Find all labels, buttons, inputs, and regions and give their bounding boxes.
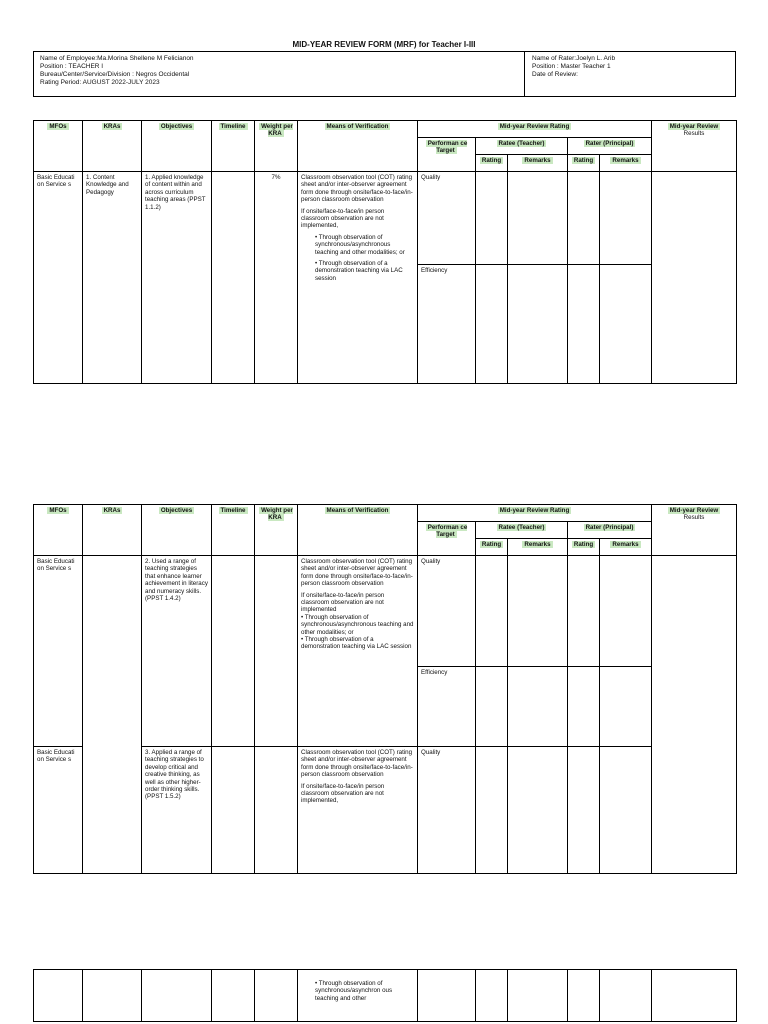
header-myrr: Mid-year Review Rating [418,121,652,138]
row4-weight [255,970,298,1022]
employee-position: Position : TEACHER I [40,63,104,70]
header-ratee: Ratee (Teacher) [476,138,568,155]
row4-kra [83,970,142,1022]
row3-q-rater-remarks[interactable] [600,747,652,874]
header-perf-target: Performan ce Target [418,138,476,172]
row1-mov-1: Classroom observation tool (COT) rating sheet and/or inter-observer agreement form done through onsite/face-to-face/in-person classroom observation [301,174,413,204]
review-table-3 [33,969,737,1022]
row3-q-ratee-rating[interactable] [476,747,508,874]
row1-q-ratee-remarks[interactable] [508,172,568,265]
row3-q-rater-rating[interactable] [568,747,600,874]
rating-period: Rating Period: AUGUST 2022-JULY 2023 [40,79,160,86]
row2-quality: Quality [418,556,476,667]
row2-objective: 2. Used a range of teaching strategies that enhance learner achievement in literacy and numeracy skills. (PPST 1.4.2) [142,556,212,747]
row4-objective [142,970,212,1022]
row2-results[interactable] [652,556,737,874]
row4-timeline [212,970,255,1022]
t2-header-rater: Rater (Principal) [568,522,652,539]
row1-efficiency: Efficiency [418,265,476,384]
header-ratee-remarks: Remarks [508,155,568,172]
row2-q-rater-remarks[interactable] [600,556,652,667]
rater-name: Name of Rater:Joelyn L. Arib [532,55,616,62]
row2-efficiency: Efficiency [418,667,476,747]
row4-ratee-remarks[interactable] [508,970,568,1022]
row1-q-ratee-rating[interactable] [476,172,508,265]
header-kras: KRAs [83,121,142,172]
t2-header-objectives: Objectives [142,505,212,556]
row4-ratee-rating[interactable] [476,970,508,1022]
row1-kra: 1. Content Knowledge and Pedagogy [83,172,142,384]
row1-quality: Quality [418,172,476,265]
row2-kra [83,556,142,874]
employee-bureau: Bureau/Center/Service/Division : Negros Occidental [40,71,190,78]
row2-q-rater-rating[interactable] [568,556,600,667]
row4-rater-rating[interactable] [568,970,600,1022]
row1-mov [298,172,418,384]
row2-e-rater-remarks[interactable] [600,667,652,747]
header-weight: Weight per KRA [255,121,298,172]
header-mov: Means of Verification [298,121,418,172]
row2-e-ratee-remarks[interactable] [508,667,568,747]
t2-header-mfos: MFOs [34,505,83,556]
t2-header-ratee: Ratee (Teacher) [476,522,568,539]
row2-mov-1: Classroom observation tool (COT) rating sheet and/or inter-observer agreement form done through onsite/face-to-face/in-person classroom observation [301,558,413,588]
header-objectives: Objectives [142,121,212,172]
row3-mov [298,747,418,874]
row3-weight [255,747,298,874]
row4-mfo [34,970,83,1022]
row1-objective: 1. Applied knowledge of content within and across curriculum teaching areas (PPST 1.1.2) [142,172,212,384]
row1-mov-2: If onsite/face-to-face/in person classroom observation are not implemented, [301,207,385,230]
row1-results[interactable] [652,172,737,384]
header-rater: Rater (Principal) [568,138,652,155]
t2-header-perf-target: Performan ce Target [418,522,476,556]
row1-q-rater-remarks[interactable] [600,172,652,265]
t2-header-mov: Means of Verification [298,505,418,556]
row3-mov-1: Classroom observation tool (COT) rating sheet and/or inter-observer agreement form done through onsite/face-to-face/in-person classroom observation [301,749,413,779]
header-rater-rating: Rating [568,155,600,172]
row1-q-rater-rating[interactable] [568,172,600,265]
row3-mfo: Basic Educati on Service s [34,747,83,874]
t2-header-weight: Weight per KRA [255,505,298,556]
review-table-1 [33,120,737,384]
t2-header-timeline: Timeline [212,505,255,556]
row3-quality: Quality [418,747,476,874]
row2-timeline [212,556,255,747]
row2-mfo: Basic Educati on Service s [34,556,83,747]
row1-mov-3: • Through observation of synchronous/asynchronous teaching and other modalities; or [315,233,405,256]
row1-e-ratee-remarks[interactable] [508,265,568,384]
employee-info-box [33,51,736,97]
t2-header-ratee-rating: Rating [476,539,508,556]
row1-e-rater-rating[interactable] [568,265,600,384]
row4-rater-remarks[interactable] [600,970,652,1022]
row1-mfo: Basic Educati on Service s [34,172,83,384]
row4-target [418,970,476,1022]
t2-header-ratee-remarks: Remarks [508,539,568,556]
header-mfos: MFOs [34,121,83,172]
row1-mov-4: • Through observation of a demonstration teaching via LAC session [315,260,403,282]
info-divider [524,52,525,96]
row1-timeline [212,172,255,384]
row3-timeline [212,747,255,874]
header-rater-remarks: Remarks [600,155,652,172]
rater-info [532,55,615,79]
row1-e-ratee-rating[interactable] [476,265,508,384]
row4-mov-1: • Through observation of synchronous/asynchron ous teaching and other [315,980,393,1002]
row4-mov [298,970,418,1022]
form-title: MID-YEAR REVIEW FORM (MRF) for Teacher I-III [292,40,476,49]
row2-e-rater-rating[interactable] [568,667,600,747]
row2-mov-2: If onsite/face-to-face/in person classroom observation are not implemented [301,591,385,614]
row3-q-ratee-remarks[interactable] [508,747,568,874]
row2-q-ratee-remarks[interactable] [508,556,568,667]
header-ratee-rating: Rating [476,155,508,172]
row2-e-ratee-rating[interactable] [476,667,508,747]
review-table-2 [33,504,737,874]
row3-mov-2: If onsite/face-to-face/in person classroom observation are not implemented, [301,782,385,805]
row3-objective: 3. Applied a range of teaching strategies to develop critical and creative thinking, as well as other higher-order thinking skills. (PPST 1.5.2) [142,747,212,874]
row2-mov [298,556,418,747]
row2-mov-4: • Through observation of a demonstration teaching via LAC session [301,636,412,651]
t2-header-rater-rating: Rating [568,539,600,556]
rater-position: Position : Master Teacher 1 [532,63,611,70]
header-results: Mid-year Review Results [652,121,737,172]
row2-weight [255,556,298,747]
employee-info-left [40,55,194,87]
row4-results[interactable] [652,970,737,1022]
row2-mov-3: • Through observation of synchronous/asynchronous teaching and other modalities; or [301,613,414,636]
employee-name: Name of Employee:Ma.Morina Shellene M Felicianon [40,55,194,62]
t2-header-kras: KRAs [83,505,142,556]
review-date: Date of Review: [532,71,578,78]
row1-e-rater-remarks[interactable] [600,265,652,384]
row2-q-ratee-rating[interactable] [476,556,508,667]
t2-header-rater-remarks: Remarks [600,539,652,556]
t2-header-myrr: Mid-year Review Rating [418,505,652,522]
t2-header-results: Mid-year Review Results [652,505,737,556]
row1-weight: 7% [255,172,298,384]
header-timeline: Timeline [212,121,255,172]
